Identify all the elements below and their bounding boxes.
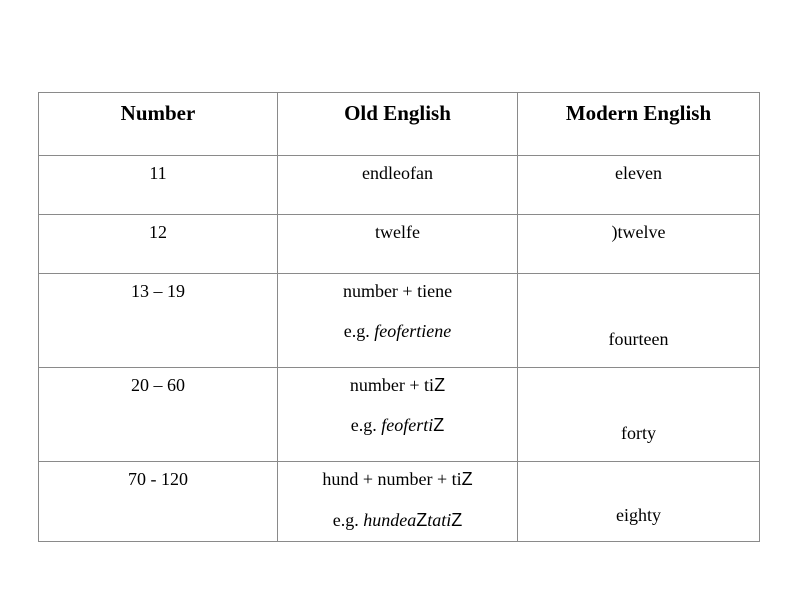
table-row bbox=[39, 462, 760, 542]
example-prefix: e.g. bbox=[332, 509, 359, 530]
modern-english-value: eighty bbox=[616, 505, 661, 526]
header-row bbox=[39, 93, 760, 156]
example-word-part: hundea bbox=[363, 509, 417, 530]
numbers-table bbox=[38, 92, 760, 542]
header-modern-english bbox=[518, 93, 760, 156]
yogh-glyph: Z bbox=[433, 414, 445, 435]
example-prefix: e.g. bbox=[343, 320, 370, 341]
old-english-example bbox=[278, 491, 517, 532]
example-prefix: e.g. bbox=[350, 414, 377, 435]
old-english-cell bbox=[278, 274, 518, 368]
old-english-rule bbox=[278, 462, 517, 491]
example-word-part: tati bbox=[427, 509, 452, 530]
number-value: 11 bbox=[149, 163, 167, 183]
number-cell bbox=[39, 462, 278, 542]
yogh-glyph: Z bbox=[416, 509, 428, 530]
old-english-cell bbox=[278, 156, 518, 215]
header-modern-english-label: Modern English bbox=[565, 101, 712, 125]
old-english-value: endleofan bbox=[362, 163, 433, 183]
old-english-rule: number + tiene bbox=[342, 281, 453, 301]
modern-english-value: )twelve bbox=[611, 222, 666, 242]
number-value: 20 – 60 bbox=[131, 375, 185, 395]
modern-english-cell bbox=[518, 274, 760, 368]
number-cell bbox=[39, 215, 278, 274]
modern-english-cell bbox=[518, 368, 760, 462]
number-value: 70 - 120 bbox=[128, 469, 188, 489]
header-number bbox=[39, 93, 278, 156]
number-cell bbox=[39, 156, 278, 215]
old-english-cell bbox=[278, 368, 518, 462]
old-english-example bbox=[278, 303, 517, 343]
table-row bbox=[39, 274, 760, 368]
rule-text: number + ti bbox=[349, 375, 435, 395]
example-word: feoferti bbox=[381, 414, 434, 435]
yogh-glyph: Z bbox=[434, 375, 446, 395]
number-cell bbox=[39, 274, 278, 368]
number-cell bbox=[39, 368, 278, 462]
old-english-rule bbox=[278, 368, 517, 397]
table-row bbox=[39, 368, 760, 462]
old-english-cell bbox=[278, 462, 518, 542]
number-value: 12 bbox=[149, 222, 167, 242]
table-row bbox=[39, 156, 760, 215]
modern-english-value: fourteen bbox=[608, 329, 669, 350]
table-row bbox=[39, 215, 760, 274]
yogh-glyph: Z bbox=[451, 509, 463, 530]
old-english-example bbox=[278, 397, 517, 437]
header-number-label: Number bbox=[120, 101, 196, 125]
yogh-glyph: Z bbox=[461, 469, 473, 489]
number-value: 13 – 19 bbox=[131, 281, 185, 301]
modern-english-cell bbox=[518, 215, 760, 274]
example-word: feofertiene bbox=[374, 320, 452, 341]
modern-english-value: eleven bbox=[615, 163, 662, 183]
old-english-cell bbox=[278, 215, 518, 274]
modern-english-value: forty bbox=[621, 423, 656, 444]
modern-english-cell bbox=[518, 462, 760, 542]
rule-text: hund + number + ti bbox=[322, 469, 462, 489]
header-old-english-label: Old English bbox=[344, 101, 451, 125]
header-old-english bbox=[278, 93, 518, 156]
old-english-value: twelfe bbox=[375, 222, 420, 242]
modern-english-cell bbox=[518, 156, 760, 215]
